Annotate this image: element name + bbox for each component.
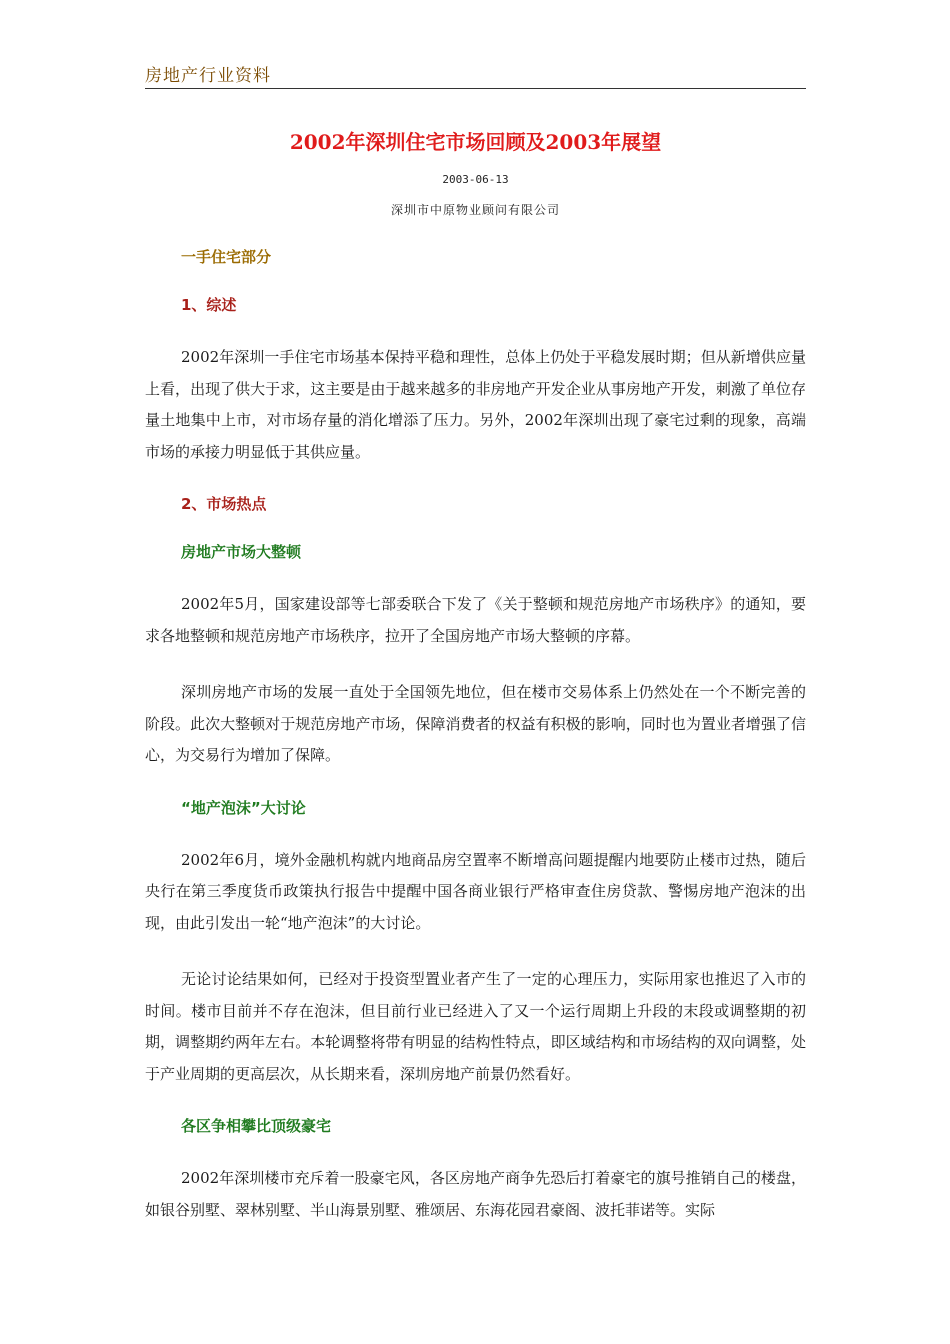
subheading-luxury-homes: 各区争相攀比顶级豪宅 bbox=[181, 1117, 332, 1135]
part-heading: 一手住宅部分 bbox=[181, 248, 272, 266]
document-body bbox=[145, 246, 806, 1226]
paragraph-rectification-1: 2002年5月，国家建设部等七部委联合下发了《关于整顿和规范房地产市场秩序》的通知，要求各地整顿和规范房地产市场秩序，拉开了全国房地产市场大整顿的序幕。 bbox=[145, 595, 806, 645]
paragraph-overview: 2002年深圳一手住宅市场基本保持平稳和理性，总体上仍处于平稳发展时期；但从新增供应量上看，出现了供大于求，这主要是由于越来越多的非房地产开发企业从事房地产开发，刺激了单位存量土地集中上市，对市场存量的消化增添了压力。另外，2002年深圳出现了豪宅过剩的现象，高端市场的承接力明显低于其供应量。 bbox=[145, 348, 806, 461]
document-title: 2002年深圳住宅市场回顾及2003年展望 bbox=[289, 130, 662, 154]
paragraph-luxury-1: 2002年深圳楼市充斥着一股豪宅风，各区房地产商争先恐后打着豪宅的旗号推销自己的楼盘，如银谷别墅、翠林别墅、半山海景别墅、雅颂居、东海花园君豪阁、波托菲诺等。实际 bbox=[145, 1169, 806, 1219]
subheading-bubble-debate: “地产泡沫”大讨论 bbox=[181, 798, 306, 817]
document-organization: 深圳市中原物业顾问有限公司 bbox=[390, 203, 560, 217]
paragraph-bubble-2: 无论讨论结果如何，已经对于投资型置业者产生了一定的心理压力，实际用家也推迟了入市的时间。楼市目前并不存在泡沫，但目前行业已经进入了又一个运行周期上升段的末段或调整期的初期，调整期约两年左右。本轮调整将带有明显的结构性特点，即区域结构和市场结构的双向调整，处于产业周期的更高层次，从长期来看，深圳房地产前景仍然看好。 bbox=[145, 970, 806, 1083]
section-heading-overview: 1、综述 bbox=[181, 296, 237, 314]
paragraph-rectification-2: 深圳房地产市场的发展一直处于全国领先地位，但在楼市交易体系上仍然处在一个不断完善的阶段。此次大整顿对于规范房地产市场，保障消费者的权益有积极的影响，同时也为置业者增强了信心，为交易行为增加了保障。 bbox=[145, 683, 806, 764]
section-heading-hotspots: 2、市场热点 bbox=[181, 495, 267, 513]
document-date: 2003-06-13 bbox=[442, 173, 509, 186]
paragraph-bubble-1: 2002年6月，境外金融机构就内地商品房空置率不断增高问题提醒内地要防止楼市过热，随后央行在第三季度货币政策执行报告中提醒中国各商业银行严格审查住房贷款、警惕房地产泡沫的出现，由此引发出一轮“地产泡沫”的大讨论。 bbox=[145, 850, 806, 932]
subheading-market-rectification: 房地产市场大整顿 bbox=[181, 543, 302, 561]
page-header bbox=[145, 66, 806, 89]
header-title: 房地产行业资料 bbox=[145, 66, 271, 86]
